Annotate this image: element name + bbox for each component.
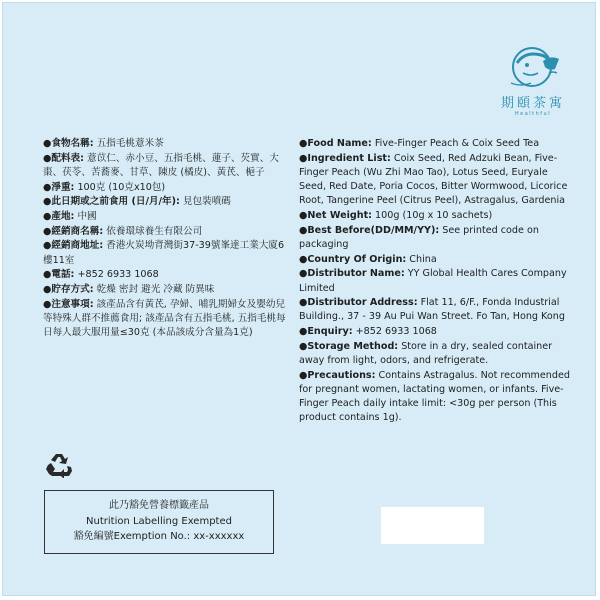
zh-info-label: 配料表: xyxy=(51,152,84,164)
zh-info-entry xyxy=(43,195,291,209)
exemption-number: 豁免編號Exemption No.: xx-xxxxxx xyxy=(73,531,245,542)
zh-info-value: 100克 (10克x10包) xyxy=(74,181,166,193)
bullet: ● xyxy=(299,340,308,352)
zh-info-label: 此日期或之前食用 (日/月/年): xyxy=(51,196,180,208)
en-info-value: China xyxy=(406,253,437,265)
bullet: ● xyxy=(43,225,52,237)
bullet: ● xyxy=(299,297,308,309)
bullet: ● xyxy=(43,240,52,252)
zh-info-label: 經銷商名稱: xyxy=(51,225,104,237)
en-info-label: Distributor Address: xyxy=(307,297,418,309)
zh-info-entry xyxy=(43,137,291,151)
brand-logo xyxy=(491,43,579,133)
zh-info-entry xyxy=(43,283,291,297)
bullet: ● xyxy=(43,284,52,296)
en-info-label: Distributor Name: xyxy=(307,268,405,280)
en-info-label: Net Weight: xyxy=(307,210,372,222)
bullet: ● xyxy=(43,298,52,310)
en-info-value: 100g (10g x 10 sachets) xyxy=(372,210,493,222)
nutrition-labelling-exempted-box xyxy=(44,490,274,554)
zh-info-entry xyxy=(43,239,291,267)
zh-info-entry xyxy=(43,225,291,239)
zh-info-value: +852 6933 1068 xyxy=(74,269,159,281)
zh-info-label: 經銷商地址: xyxy=(51,240,104,252)
bullet: ● xyxy=(43,152,52,164)
bullet: ● xyxy=(43,196,52,208)
bullet: ● xyxy=(299,326,308,338)
zh-info-label: 淨重: xyxy=(51,181,75,193)
en-info-entry xyxy=(299,253,575,267)
english-info-column xyxy=(299,137,575,426)
bullet: ● xyxy=(299,369,308,381)
bullet: ● xyxy=(43,269,52,281)
en-info-label: Precautions: xyxy=(307,369,376,381)
zh-info-value: 薏苡仁、赤小豆、五指毛桃、蓮子、芡實、大棗、茯苓、苦蕎麥、甘草、陳皮 (橘皮)、黃芪、梔子 xyxy=(43,152,279,178)
zh-info-label: 食物名稱: xyxy=(51,138,94,149)
en-info-entry xyxy=(299,325,575,339)
brand-name-chinese: 期頤茶寓 xyxy=(500,96,565,111)
zh-info-value: 該產品含有黃芪, 孕婦、哺乳期婦女及嬰幼兒等特殊人群不推薦食用; 該產品含有五指毛桃, 五指毛桃每日每人最大服用量≤30克 (本品該成分含量為1克) xyxy=(43,298,286,339)
exempt-line-english: Nutrition Labelling Exempted xyxy=(86,515,232,527)
en-info-value: Store in a dry, sealed container away from light, odors, and refrigerate. xyxy=(299,340,553,367)
bullet: ● xyxy=(43,211,52,223)
zh-info-value: 依養環球養生有限公司 xyxy=(103,225,203,237)
blank-print-area xyxy=(381,507,484,544)
zh-info-entry xyxy=(43,210,291,224)
bullet: ● xyxy=(43,181,52,193)
chinese-info-column xyxy=(43,137,291,341)
en-info-entry xyxy=(299,267,575,295)
recycle-icon xyxy=(45,452,73,478)
bullet: ● xyxy=(299,253,308,265)
bullet: ● xyxy=(299,138,308,149)
zh-info-entry xyxy=(43,268,291,282)
tea-cup-face-icon xyxy=(505,43,561,91)
bullet: ● xyxy=(43,138,52,149)
zh-info-value: 五指毛桃薏米茶 xyxy=(93,138,164,149)
en-info-entry xyxy=(299,152,575,209)
en-info-entry xyxy=(299,369,575,426)
en-info-value: Contains Astragalus. Not recommended for pregnant women, lactating women, or infants. Five-Finger Peach daily intake limit: <30g per person (This product contains 1g). xyxy=(299,369,570,424)
zh-info-value: 中國 xyxy=(74,211,97,223)
zh-info-label: 注意事項: xyxy=(51,298,94,310)
en-info-label: Storage Method: xyxy=(307,340,399,352)
zh-info-entry xyxy=(43,181,291,195)
zh-info-value: 香港火炭坳背灣街37-39號峯達工業大廈6樓11室 xyxy=(43,240,285,266)
en-info-value: See printed code on packaging xyxy=(299,224,539,250)
bullet: ● xyxy=(299,152,308,164)
exempt-line-chinese: 此乃豁免營養標籤產品 xyxy=(109,500,209,511)
en-info-entry xyxy=(299,224,575,252)
en-info-label: Country Of Origin: xyxy=(307,253,407,265)
zh-info-entry xyxy=(43,152,291,180)
zh-info-label: 貯存方式: xyxy=(51,284,94,296)
en-info-value: Flat 11, 6/F., Fonda Industrial Building., 37 - 39 Au Pui Wan Street. Fo Tan, Hong Kong xyxy=(299,297,565,323)
bullet: ● xyxy=(299,210,308,222)
bullet: ● xyxy=(299,268,308,280)
en-info-value: YY Global Health Cares Company Limited xyxy=(299,268,567,294)
en-info-label: Ingredient List: xyxy=(307,152,391,164)
zh-info-entry xyxy=(43,298,291,341)
brand-name-english: Healthful xyxy=(514,111,552,117)
en-info-entry xyxy=(299,209,575,223)
en-info-value: Five-Finger Peach & Coix Seed Tea xyxy=(371,138,540,149)
en-info-value: Coix Seed, Red Adzuki Bean, Five-Finger Peach (Wu Zhi Mao Tao), Lotus Seed, Euryale Seed, Red Date, Poria Cocos, Bitter Wormwood, Licorice Root, Tangerine Peel (Citrus Peel), Astragalus, Gardenia xyxy=(299,152,568,207)
en-info-value: +852 6933 1068 xyxy=(352,326,437,338)
en-info-entry xyxy=(299,340,575,368)
zh-info-value: 乾燥 密封 避光 冷藏 防異味 xyxy=(93,284,215,296)
zh-info-label: 電話: xyxy=(51,269,75,281)
zh-info-label: 產地: xyxy=(51,211,75,223)
en-info-label: Best Before(DD/MM/YY): xyxy=(307,224,440,236)
bullet: ● xyxy=(299,224,308,236)
zh-info-value: 見包裝噴碼 xyxy=(179,196,231,208)
en-info-label: Enquiry: xyxy=(307,326,353,338)
en-info-entry xyxy=(299,296,575,324)
label-panel xyxy=(2,2,596,596)
en-info-entry xyxy=(299,137,575,151)
en-info-label: Food Name: xyxy=(307,138,372,149)
